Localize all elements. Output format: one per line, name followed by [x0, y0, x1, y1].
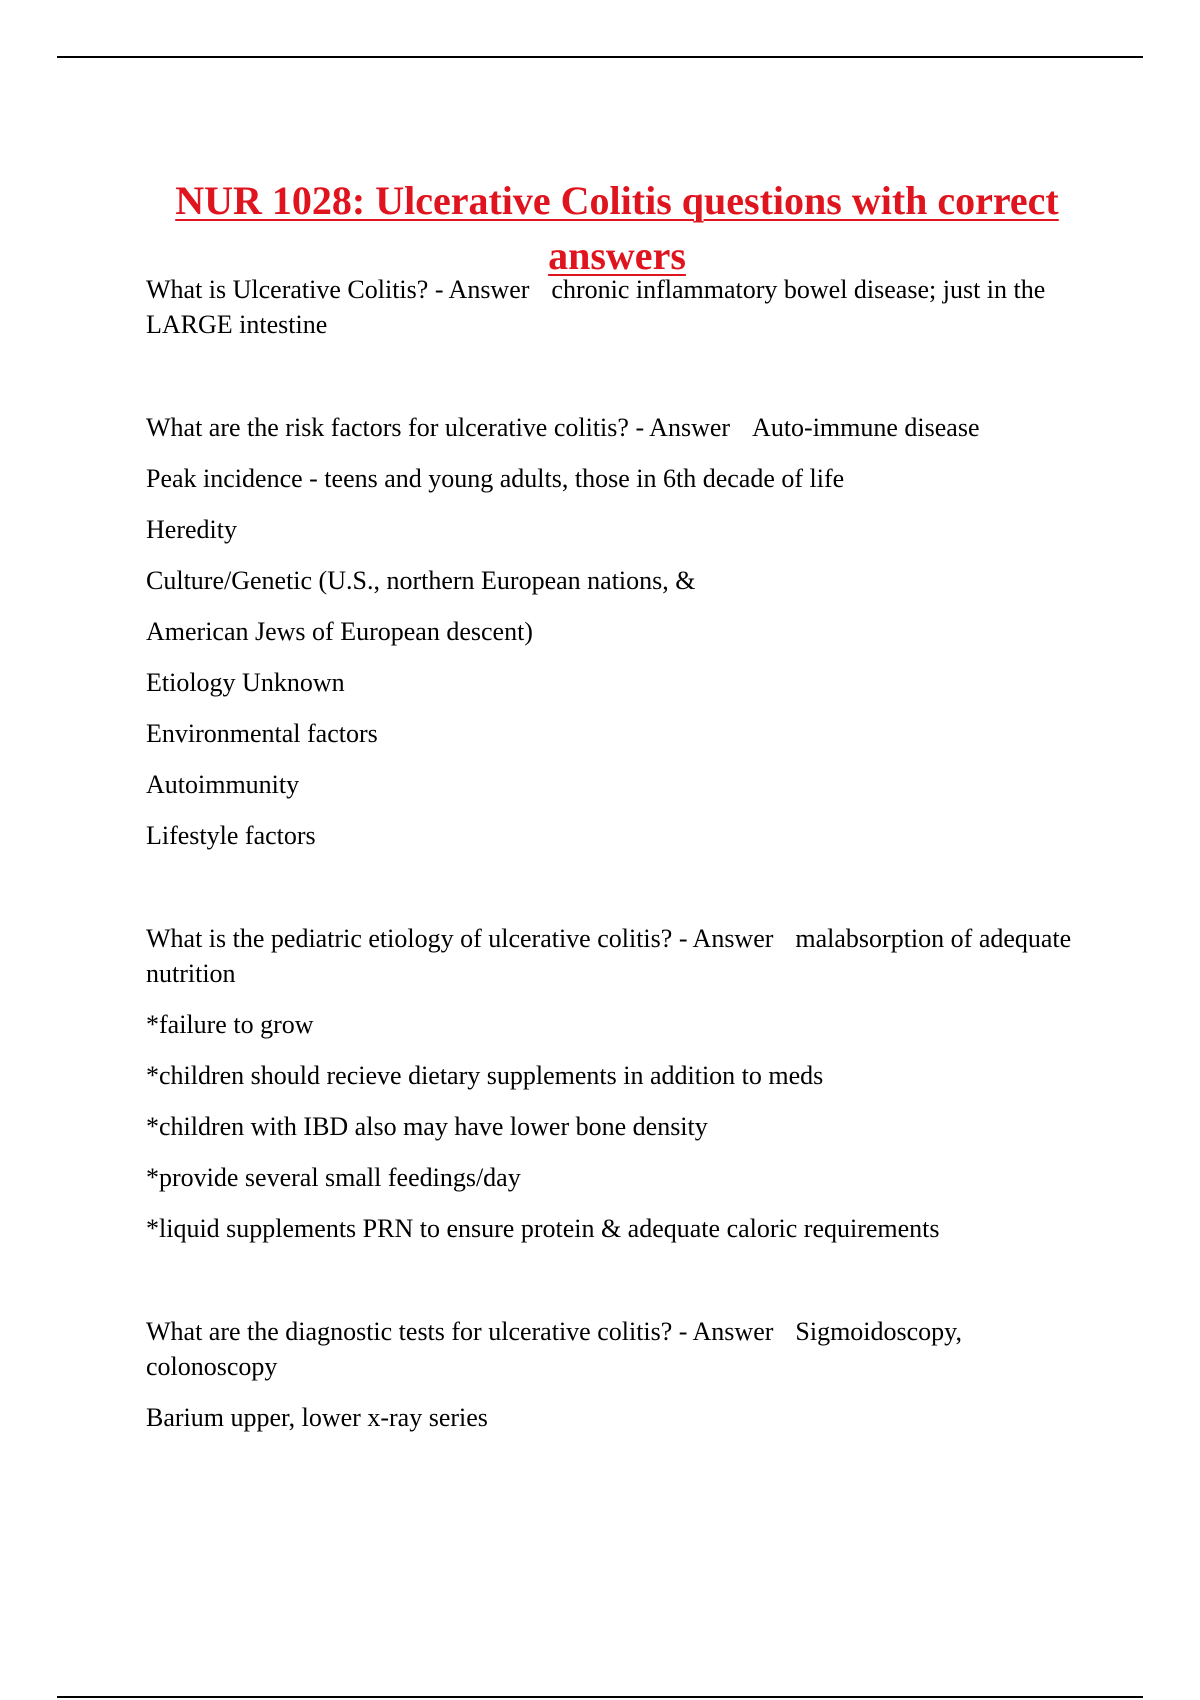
answer-line: Culture/Genetic (U.S., northern European nations, & [146, 566, 696, 595]
answer-line: Environmental factors [146, 719, 378, 748]
answer-line: Autoimmunity [146, 770, 300, 799]
answer-text: malabsorption of adequate nutrition [146, 924, 1072, 988]
answer-line: *children should recieve dietary supplements in addition to meds [146, 1061, 824, 1090]
question-text: What are the risk factors for ulcerative colitis? [146, 413, 629, 442]
question-text: What is the pediatric etiology of ulcerative colitis? [146, 924, 673, 953]
answer-separator: - Answer [678, 1317, 774, 1346]
answer-text: Sigmoidoscopy, colonoscopy [146, 1317, 962, 1381]
qa-content [146, 272, 1086, 1435]
document-title: NUR 1028: Ulcerative Colitis questions with correct answers [175, 177, 1059, 278]
answer-separator: - Answer [678, 924, 774, 953]
answer-text: Auto-immune disease [752, 413, 980, 442]
answer-line: *liquid supplements PRN to ensure protein & adequate caloric requirements [146, 1214, 940, 1243]
qa-item [146, 410, 1086, 445]
question-text: What is Ulcerative Colitis? [146, 275, 429, 304]
top-rule [57, 56, 1143, 58]
answer-line: Etiology Unknown [146, 668, 345, 697]
bottom-rule [57, 1696, 1143, 1698]
answer-line: Barium upper, lower x-ray series [146, 1403, 488, 1432]
qa-item [146, 1314, 1086, 1384]
answer-separator: - Answer [434, 275, 530, 304]
answer-line: *children with IBD also may have lower bone density [146, 1112, 708, 1141]
answer-separator: - Answer [635, 413, 731, 442]
answer-line: Heredity [146, 515, 237, 544]
answer-text: chronic inflammatory bowel disease; just in the LARGE intestine [146, 275, 1046, 339]
question-text: What are the diagnostic tests for ulcerative colitis? [146, 1317, 673, 1346]
answer-line: *provide several small feedings/day [146, 1163, 521, 1192]
answer-line: *failure to grow [146, 1010, 314, 1039]
answer-line: Lifestyle factors [146, 821, 316, 850]
qa-item [146, 272, 1086, 342]
qa-item [146, 921, 1086, 991]
answer-line: Peak incidence - teens and young adults, those in 6th decade of life [146, 464, 845, 493]
answer-line: American Jews of European descent) [146, 617, 533, 646]
